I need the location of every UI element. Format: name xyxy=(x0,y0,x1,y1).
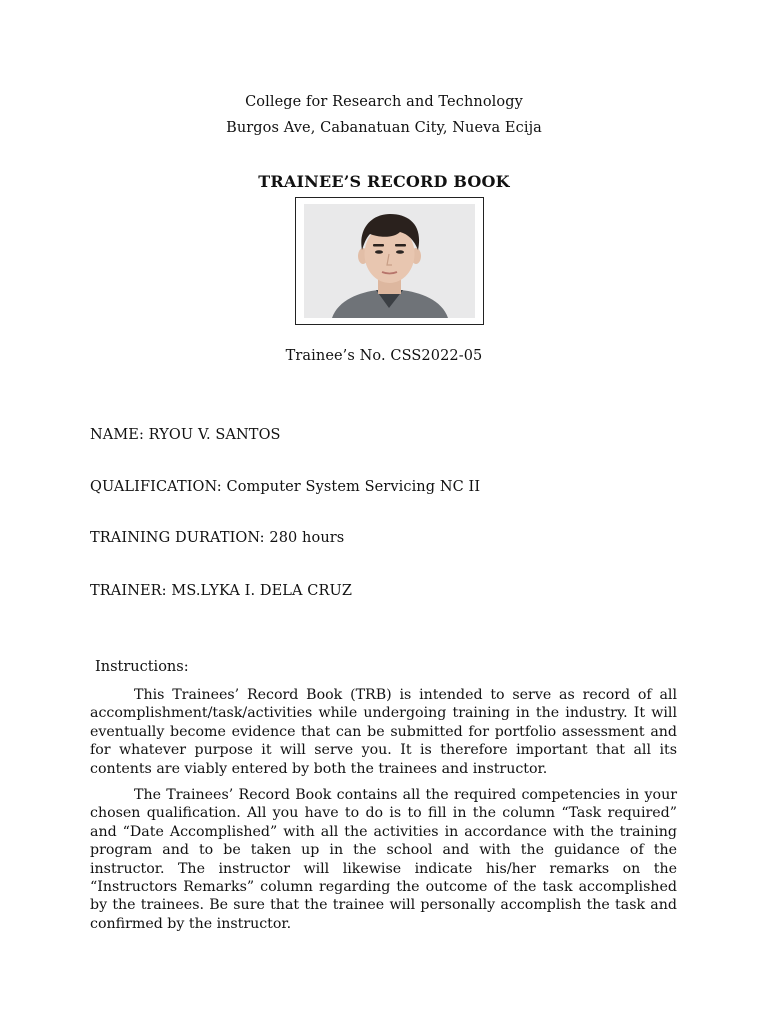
trainee-number: Trainee’s No. CSS2022-05 xyxy=(285,348,483,364)
trainer-name: TRAINER: MS.LYKA I. DELA CRUZ xyxy=(90,583,353,599)
portrait-icon xyxy=(304,204,475,318)
photo-frame xyxy=(295,197,484,325)
training-duration: TRAINING DURATION: 280 hours xyxy=(90,530,345,546)
trainee-name: NAME: RYOU V. SANTOS xyxy=(90,427,281,443)
instructions-paragraph-2: The Trainees’ Record Book contains all the required competencies in your chosen qualification. All you have to do is to fill in the column “Task required” and “Date Accomplished” with all the activities in accordance with the training program and to be taken up in the school and with the guidance of the instructor. The instructor will likewise indicate his/her remarks on the “Instructors Remarks” column regarding the outcome of the task accomplished by the trainees. Be sure that the trainee will personally accomplish the task and confirmed by the instructor. xyxy=(90,787,677,932)
trainee-qualification: QUALIFICATION: Computer System Servicing NC II xyxy=(90,479,481,495)
school-name: College for Research and Technology xyxy=(245,94,523,110)
instructions-paragraph-1: This Trainees’ Record Book (TRB) is intended to serve as record of all accomplishment/task/activities while undergoing training in the industry. It will eventually become evidence that can be submitted for portfolio assessment and for whatever purpose it will serve you. It is therefore important that all its contents are viably entered by both the trainees and instructor. xyxy=(90,687,677,777)
trainee-photo xyxy=(304,204,475,318)
document-title: TRAINEE’S RECORD BOOK xyxy=(258,172,510,191)
instructions-heading: Instructions: xyxy=(95,659,189,675)
school-address: Burgos Ave, Cabanatuan City, Nueva Ecija xyxy=(226,120,542,136)
